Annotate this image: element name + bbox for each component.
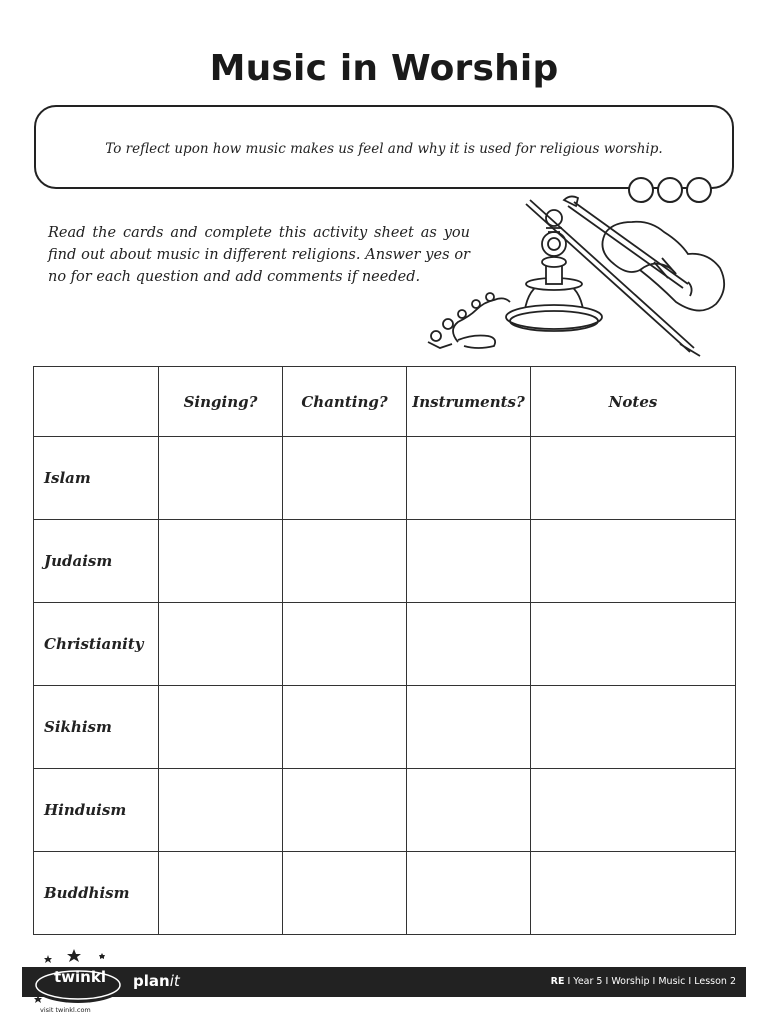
objective-text: To reflect upon how music makes us feel and why it is used for religious worship. [105,141,663,157]
singing-cell[interactable] [159,603,283,686]
footer-subject: RE [550,976,565,987]
notes-cell[interactable] [531,852,736,935]
chanting-cell[interactable] [283,769,407,852]
chanting-cell[interactable] [283,603,407,686]
religion-label: Sikhism [34,686,159,769]
table-row [34,686,736,769]
notes-cell[interactable] [531,769,736,852]
religion-label: Buddhism [34,852,159,935]
chanting-cell[interactable] [283,437,407,520]
instruments-cell[interactable] [407,603,531,686]
instruments-cell[interactable] [407,769,531,852]
instruments-cell[interactable] [407,437,531,520]
singing-cell[interactable] [159,520,283,603]
instruments-cell[interactable] [407,520,531,603]
page-title: Music in Worship [209,48,559,89]
header-chanting: Chanting? [283,367,407,437]
bell-and-violin-illustration [418,192,734,362]
instruments-cell[interactable] [407,686,531,769]
singing-cell[interactable] [159,769,283,852]
chanting-cell[interactable] [283,520,407,603]
footer-breadcrumb [551,976,736,987]
visit-link[interactable]: visit twinkl.com [40,1006,91,1014]
religion-label: Judaism [34,520,159,603]
singing-cell[interactable] [159,437,283,520]
religion-label: Christianity [34,603,159,686]
notes-cell[interactable] [531,437,736,520]
table-row [34,520,736,603]
singing-cell[interactable] [159,686,283,769]
instruments-cell[interactable] [407,852,531,935]
objective-box [34,105,734,189]
planit-italic: it [169,972,180,990]
chanting-cell[interactable] [283,852,407,935]
notes-cell[interactable] [531,603,736,686]
planit-logo [133,972,180,990]
twinkl-logo-text: twinkl [54,968,106,986]
instructions-text: Read the cards and complete this activity sheet as you find out about music in different religions. Answer yes or no for each question and add comments if needed. [48,225,470,285]
header-singing: Singing? [159,367,283,437]
religion-label: Hinduism [34,769,159,852]
table-row [34,437,736,520]
bell-icon [428,210,602,348]
chanting-cell[interactable] [283,686,407,769]
planit-bold: plan [133,972,170,990]
table-row [34,603,736,686]
header-instruments: Instruments? [407,367,531,437]
footer-bar [22,967,746,997]
table-row [34,769,736,852]
religion-music-table [33,366,736,935]
notes-cell[interactable] [531,520,736,603]
notes-cell[interactable] [531,686,736,769]
table-row [34,852,736,935]
religion-label: Islam [34,437,159,520]
header-notes: Notes [531,367,736,437]
footer-lesson-path: I Year 5 I Worship I Music I Lesson 2 [564,976,736,987]
table-header-row [34,367,736,437]
header-blank [34,367,159,437]
singing-cell[interactable] [159,852,283,935]
